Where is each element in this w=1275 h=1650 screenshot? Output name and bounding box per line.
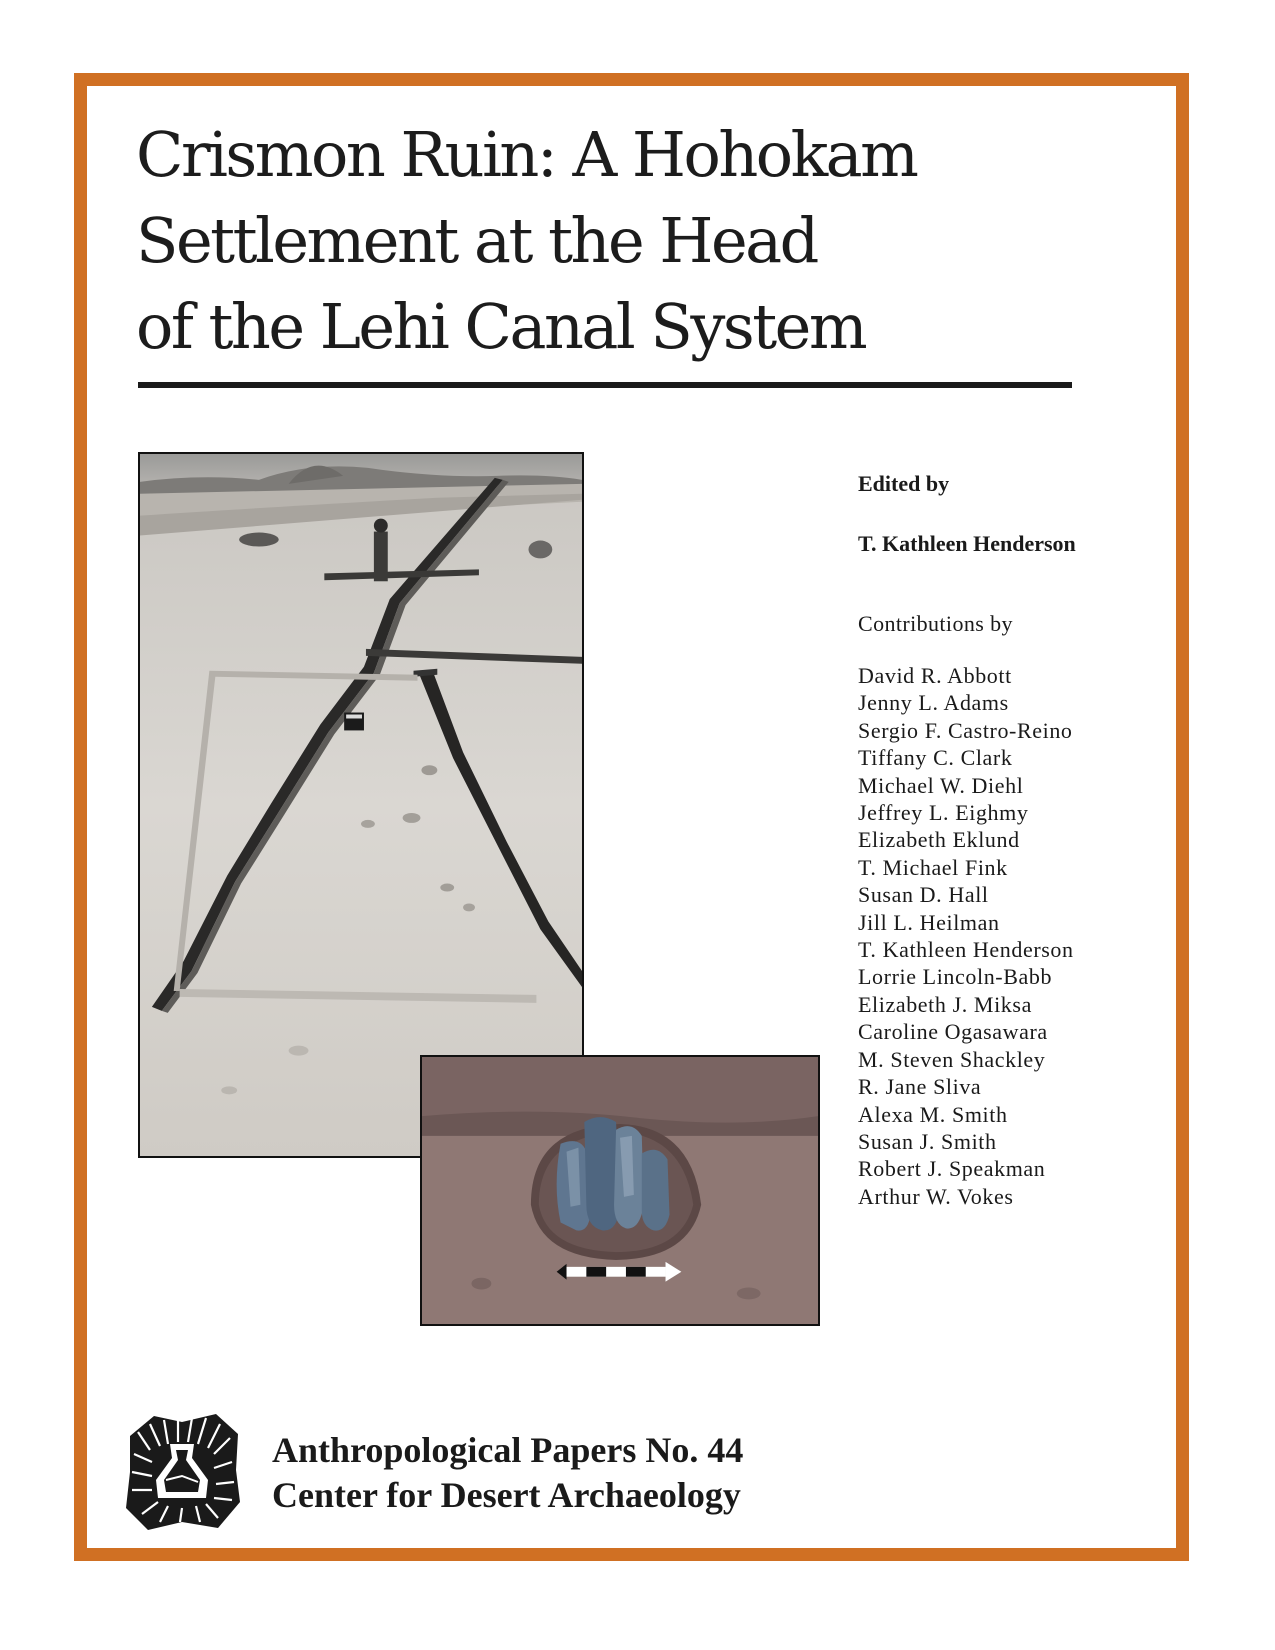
contributions-label: Contributions by xyxy=(858,611,1013,636)
contributor-list xyxy=(858,662,1188,1210)
publisher-name: Center for Desert Archaeology xyxy=(272,1475,741,1515)
contributor-name: T. Kathleen Henderson xyxy=(858,937,1074,963)
contributor-name: T. Michael Fink xyxy=(858,854,1008,880)
artifact-cache-photo xyxy=(420,1055,820,1326)
contributor-name: Lorrie Lincoln-Babb xyxy=(858,964,1053,990)
title-line-2: Settlement at the Head xyxy=(136,204,817,277)
contributor-name: R. Jane Sliva xyxy=(858,1074,982,1100)
contributor-name: Jill L. Heilman xyxy=(858,909,1000,935)
contributor-name: David R. Abbott xyxy=(858,663,1012,688)
contributor-name: Sergio F. Castro-Reino xyxy=(858,717,1073,743)
contributor-name: Alexa M. Smith xyxy=(858,1101,1008,1127)
contributor-name: Robert J. Speakman xyxy=(858,1156,1046,1182)
excavation-site-illustration xyxy=(140,454,582,1156)
contributor-name: Caroline Ogasawara xyxy=(858,1019,1048,1045)
credits-block xyxy=(858,470,1188,1210)
contributor-name: Arthur W. Vokes xyxy=(858,1183,1014,1209)
contributor-name: Susan J. Smith xyxy=(858,1128,997,1154)
contributor-name: Susan D. Hall xyxy=(858,882,989,908)
title-rule xyxy=(138,382,1072,388)
contributor-name: Elizabeth Eklund xyxy=(858,827,1020,853)
contributor-name: Jenny L. Adams xyxy=(858,690,1009,716)
edited-by-label: Edited by xyxy=(858,471,950,496)
title-line-1: Crismon Ruin: A Hohokam xyxy=(136,118,917,191)
contributor-name: Jeffrey L. Eighmy xyxy=(858,800,1029,826)
editor-name: T. Kathleen Henderson xyxy=(858,531,1076,556)
contributor-name: Michael W. Diehl xyxy=(858,772,1024,798)
artifact-cache-illustration xyxy=(422,1057,818,1324)
cover-title xyxy=(136,112,1096,370)
center-for-desert-archaeology-logo-icon xyxy=(120,1410,244,1534)
title-line-3: of the Lehi Canal System xyxy=(136,290,866,363)
contributor-name: Elizabeth J. Miksa xyxy=(858,991,1032,1017)
series-imprint xyxy=(272,1428,743,1518)
contributor-name: M. Steven Shackley xyxy=(858,1046,1046,1072)
contributor-name: Tiffany C. Clark xyxy=(858,745,1013,771)
excavation-site-photo xyxy=(138,452,584,1158)
series-title: Anthropological Papers No. 44 xyxy=(272,1430,744,1470)
